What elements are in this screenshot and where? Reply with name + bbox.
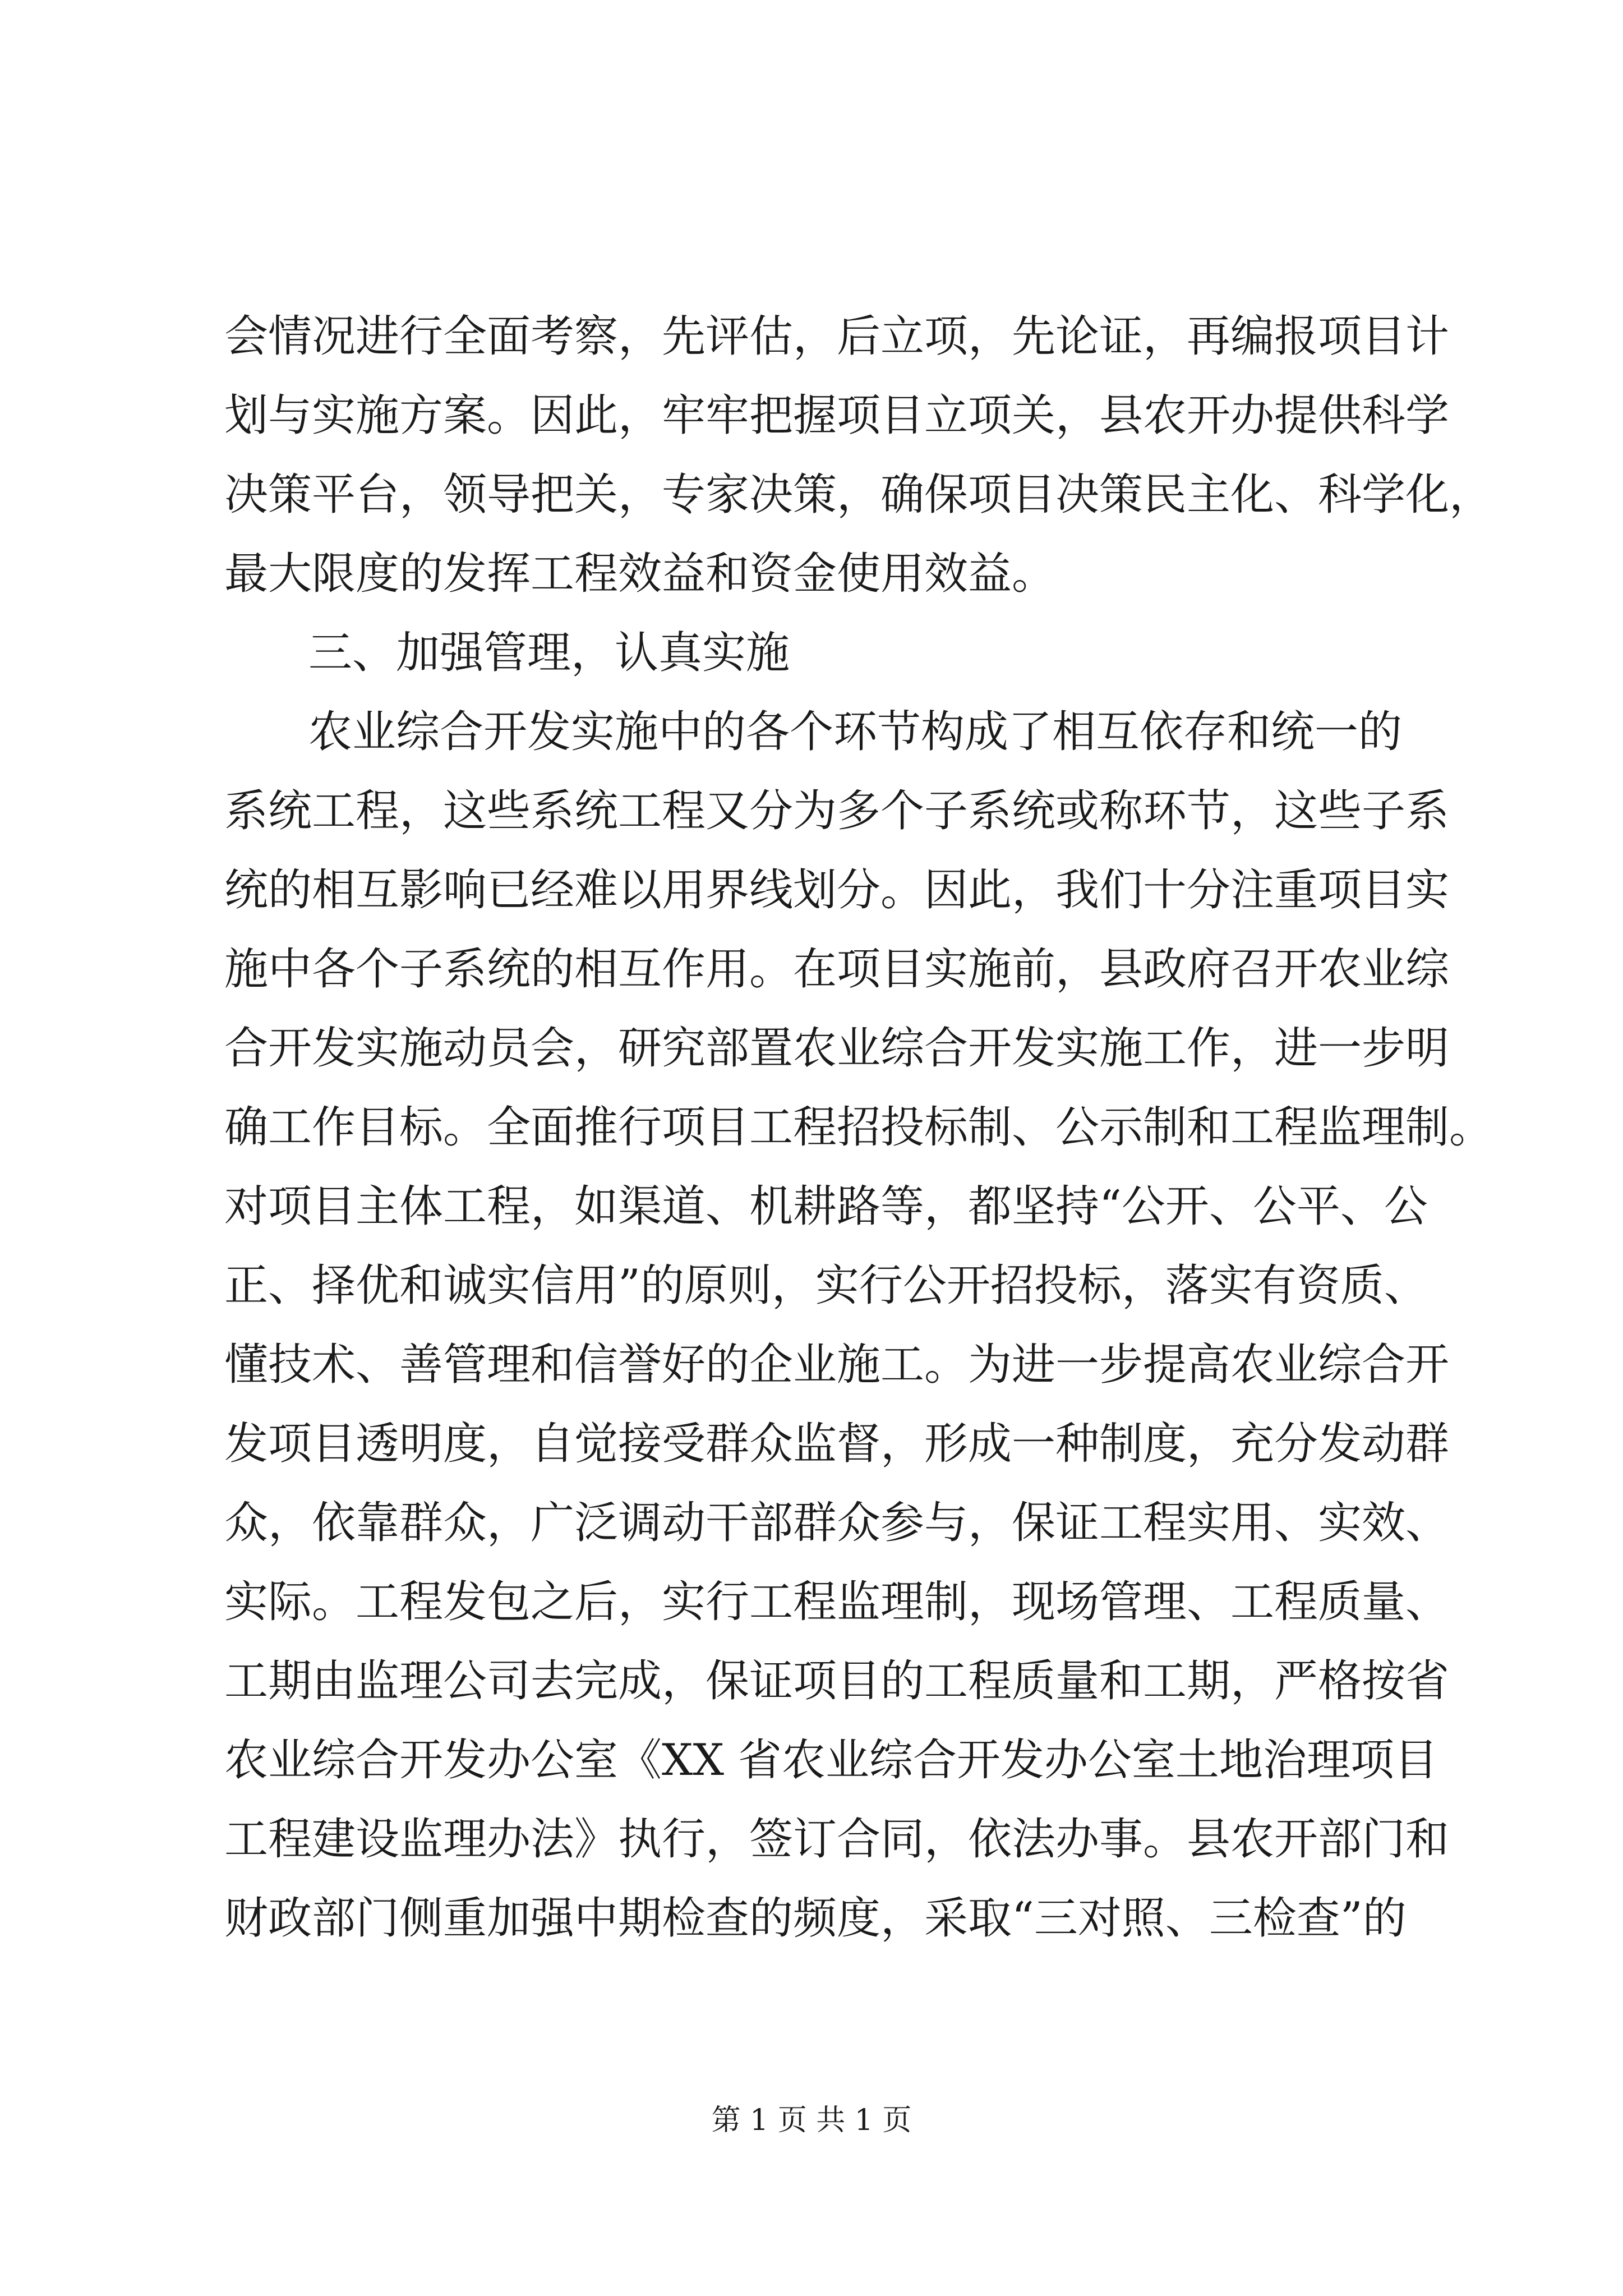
- paragraph-line: 财政部门侧重加强中期检查的频度，采取“三对照、三检查”的: [224, 1893, 1407, 1944]
- paragraph-line: 对项目主体工程，如渠道、机耕路等，都坚持“公开、公平、公: [224, 1181, 1428, 1232]
- section-heading: 三、加强管理，认真实施: [308, 628, 790, 678]
- paragraph-line: 懂技术、善管理和信誉好的企业施工。为进一步提高农业综合开: [224, 1340, 1450, 1390]
- paragraph-line: 确工作目标。全面推行项目工程招投标制、公示制和工程监理制。: [224, 1102, 1493, 1153]
- page-number-footer: 第 1 页 共 1 页: [711, 2104, 912, 2137]
- paragraph-line: 合开发实施动员会，研究部置农业综合开发实施工作，进一步明: [224, 1023, 1450, 1074]
- paragraph-line: 系统工程，这些系统工程又分为多个子系统或称环节，这些子系: [224, 786, 1450, 836]
- paragraph-line: 发项目透明度，自觉接受群众监督，形成一种制度，充分发动群: [224, 1419, 1450, 1469]
- paragraph-line: 农业综合开发实施中的各个环节构成了相互依存和统一的: [308, 707, 1403, 757]
- paragraph-line: 划与实施方案。因此，牢牢把握项目立项关，县农开办提供科学: [224, 390, 1450, 441]
- paragraph-line: 统的相互影响已经难以用界线划分。因此，我们十分注重项目实: [224, 865, 1450, 915]
- paragraph-line: 最大限度的发挥工程效益和资金使用效益。: [224, 549, 1056, 599]
- paragraph-line: 正、择优和诚实信用”的原则，实行公开招投标，落实有资质、: [224, 1260, 1428, 1311]
- paragraph-line: 施中各个子系统的相互作用。在项目实施前，县政府召开农业综: [224, 944, 1450, 995]
- paragraph-line: 会情况进行全面考察，先评估，后立项，先论证，再编报项目计: [224, 311, 1450, 362]
- paragraph-line: 实际。工程发包之后，实行工程监理制，现场管理、工程质量、: [224, 1577, 1450, 1627]
- paragraph-line: 工期由监理公司去完成，保证项目的工程质量和工期，严格按省: [224, 1656, 1450, 1706]
- paragraph-line: 农业综合开发办公室《XX 省农业综合开发办公室土地治理项目: [224, 1735, 1438, 1786]
- paragraph-line: 众，依靠群众，广泛调动干部群众参与，保证工程实用、实效、: [224, 1498, 1450, 1548]
- paragraph-line: 决策平台，领导把关，专家决策，确保项目决策民主化、科学化，: [224, 470, 1493, 520]
- paragraph-line: 工程建设监理办法》执行，签订合同，依法办事。县农开部门和: [224, 1814, 1450, 1865]
